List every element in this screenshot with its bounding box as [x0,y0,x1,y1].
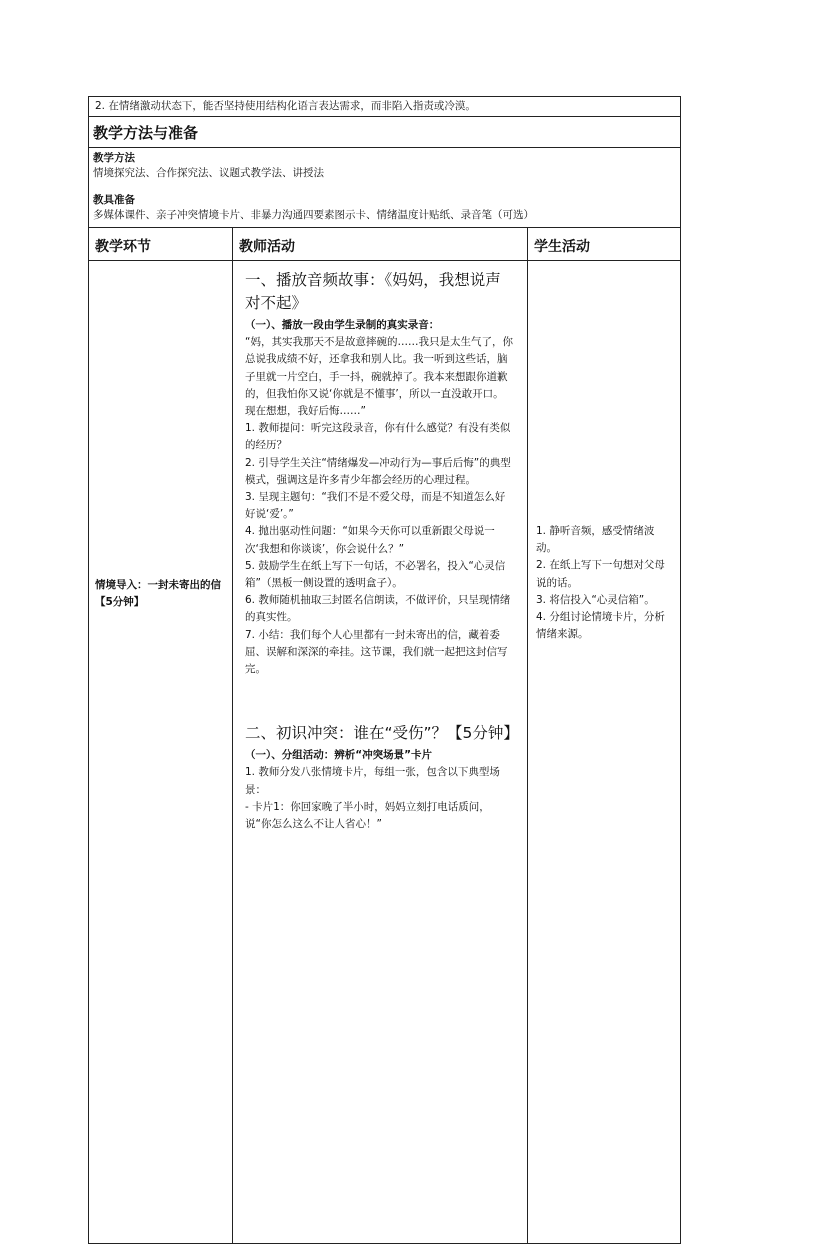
recording-quote: “妈，其实我那天不是故意摔碗的……我只是太生气了，你总说我成绩不好，还拿我和别人比。我一听到这些话，脑子里就一片空白，手一抖，碗就掉了。我本来想跟你道歉的，但我怕你又说‘你就是不懂事’，所以一直没敢开口。现在想想，我好后悔……” [245,336,513,418]
part2-step-2: - 卡片1：你回家晚了半小时，妈妈立刻打电话质问，说“你怎么这么不让人省心！” [245,800,490,831]
student-activity-cell [528,261,681,1244]
lesson-plan-table [88,96,681,1244]
tools-heading: 教具准备 [93,194,135,206]
section-title: 教学方法与准备 [89,117,681,148]
student-item-3: 3. 将信投入“心灵信箱”。 [536,593,655,606]
methods-row [89,148,681,228]
intro-text: 2. 在情绪激动状态下，能否坚持使用结构化语言表达需求，而非陷入指责或冷漠。 [89,97,681,117]
table-row [89,261,681,1244]
header-teacher: 教师活动 [233,228,528,261]
step-7: 7. 小结：我们每个人心里都有一封未寄出的信，藏着委屈、误解和深深的牵挂。这节课，我们就一起把这封信写完。 [245,628,508,676]
step-5: 5. 鼓励学生在纸上写下一句话，不必署名，投入“心灵信箱”（黑板一侧设置的透明盒子）。 [245,559,506,590]
methods-cell [89,148,681,228]
step-3: 3. 呈现主题句：“我们不是不爱父母，而是不知道怎么好好说‘爱’。” [245,491,506,521]
stage-label: 情境导入：一封未寄出的信【5分钟】 [89,261,233,1244]
student-item-4: 4. 分组讨论情境卡片，分析情绪来源。 [536,611,665,641]
part2-subtitle: （一）、分组活动：辨析“冲突场景”卡片 [245,749,433,762]
student-item-2: 2. 在纸上写下一句想对父母说的话。 [536,559,665,589]
part2-step-1: 1. 教师分发八张情境卡片，每组一张，包含以下典型场景： [245,766,500,796]
table-header-row [89,228,681,261]
teacher-activity-cell [233,261,528,1244]
section-title-row [89,117,681,148]
methods-text: 情境探究法、合作探究法、议题式教学法、讲授法 [93,167,324,179]
tools-text: 多媒体课件、亲子冲突情境卡片、非暴力沟通四要素图示卡、情绪温度计贴纸、录音笔（可选） [93,209,534,221]
step-2: 2. 引导学生关注“情绪爆发—冲动行为—事后后悔”的典型模式，强调这是许多青少年都会经历的心理过程。 [245,456,511,486]
header-student: 学生活动 [528,228,681,261]
step-6: 6. 教师随机抽取三封匿名信朗读，不做评价，只呈现情绪的真实性。 [245,594,511,624]
student-item-1: 1. 静听音频，感受情绪波动。 [536,525,655,555]
part1-subtitle: （一）、播放一段由学生录制的真实录音： [245,319,440,331]
methods-heading: 教学方法 [93,152,135,164]
intro-row [89,97,681,117]
part1-title: 一、播放音频故事：《妈妈，我想说声对不起》 [245,271,501,312]
part2-title: 二、初识冲突：谁在“受伤”？【5分钟】 [245,724,519,743]
header-stage: 教学环节 [89,228,233,261]
step-4: 4. 抛出驱动性问题：“如果今天你可以重新跟父母说一次‘我想和你谈谈’，你会说什么？” [245,525,495,555]
step-1: 1. 教师提问：听完这段录音，你有什么感觉？有没有类似的经历？ [245,422,511,452]
